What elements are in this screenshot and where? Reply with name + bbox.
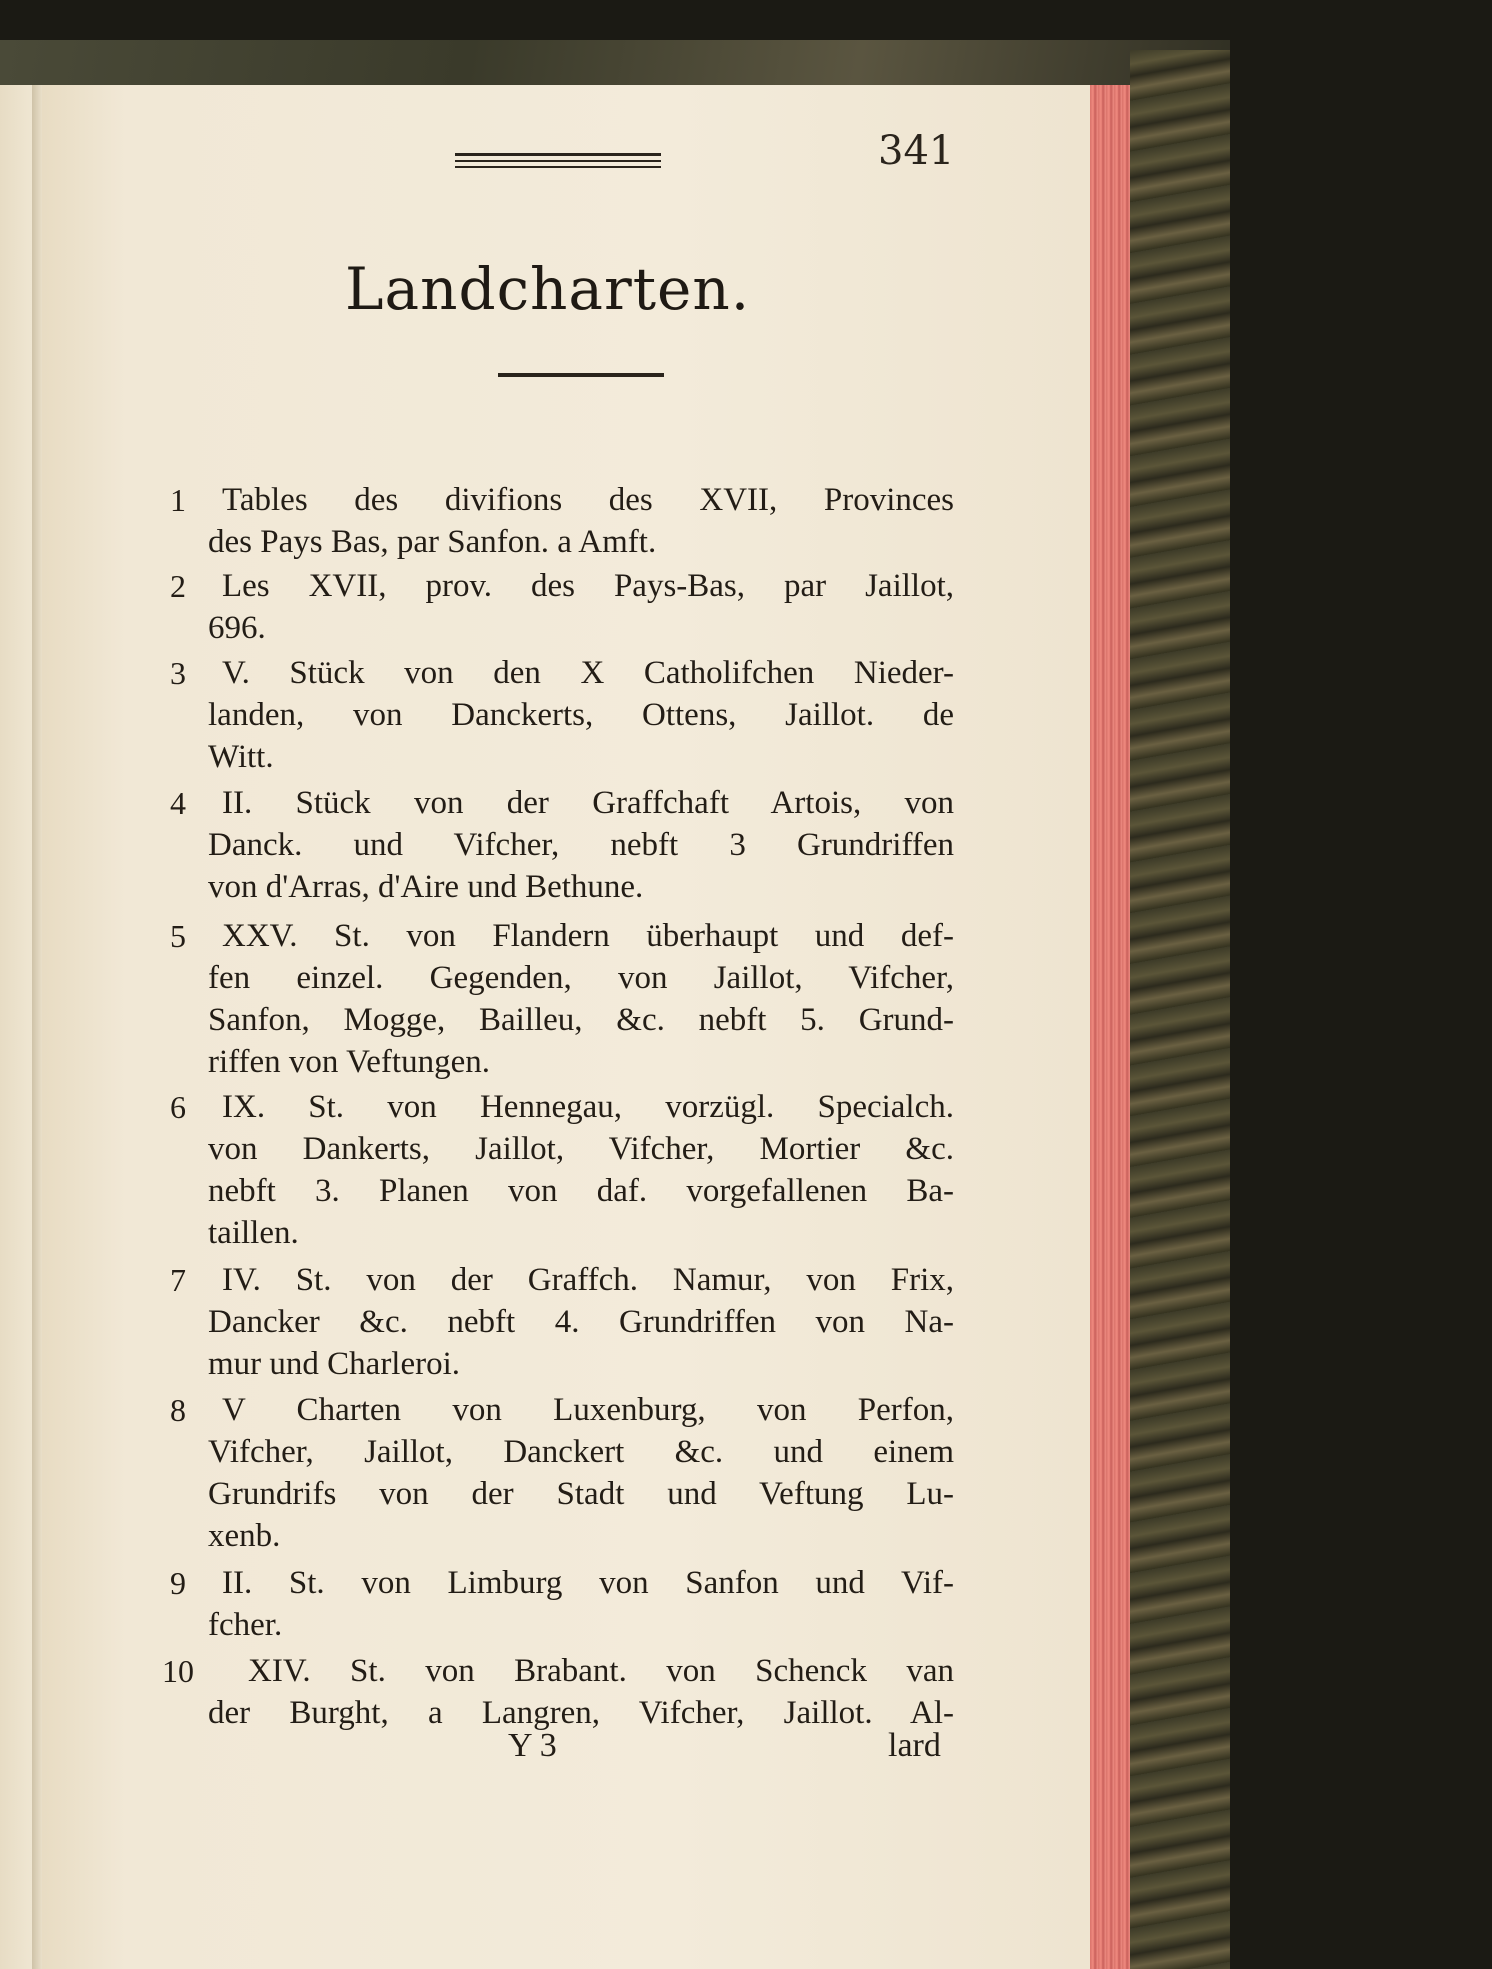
entry-line: von Dankerts, Jaillot, Vifcher, Mortier &c. — [208, 1131, 954, 1167]
entry-number: 10 — [162, 1653, 194, 1689]
entry-line: IV. St. von der Graffch. Namur, von Frix, — [222, 1262, 954, 1298]
entry-line: Witt. — [208, 739, 274, 775]
entry-line: von d'Arras, d'Aire und Bethune. — [208, 869, 644, 905]
entry-line: Vifcher, Jaillot, Danckert &c. und einem — [208, 1434, 954, 1470]
catchword: lard — [888, 1727, 941, 1764]
entry-line: Danck. und Vifcher, nebft 3 Grundriffen — [208, 827, 954, 863]
entry-line: II. Stück von der Graffchaft Artois, von — [222, 785, 954, 821]
entry-line: II. St. von Limburg von Sanfon und Vif- — [222, 1565, 954, 1601]
entry-line: 696. — [208, 610, 266, 646]
title-rule — [498, 373, 664, 377]
page-number: 341 — [878, 128, 955, 174]
entry-line: fcher. — [208, 1607, 283, 1643]
marbled-cover-edge — [1130, 50, 1230, 1969]
entry-line: mur und Charleroi. — [208, 1346, 461, 1382]
header-rule — [455, 153, 661, 156]
entry-line: V. Stück von den X Catholifchen Nieder- — [222, 655, 954, 691]
entry-line: V Charten von Luxenburg, von Perfon, — [222, 1392, 954, 1428]
entry-line: riffen von Veftungen. — [208, 1044, 490, 1080]
header-rule — [455, 166, 661, 168]
entry-line: fen einzel. Gegenden, von Jaillot, Vifcher, — [208, 960, 954, 996]
entry-line: Dancker &c. nebft 4. Grundriffen von Na- — [208, 1304, 954, 1340]
entry-number: 7 — [170, 1262, 186, 1298]
entry-number: 4 — [170, 785, 186, 821]
entry-line: IX. St. von Hennegau, vorzügl. Specialch. — [222, 1089, 954, 1125]
entry-line: nebft 3. Planen von daf. vorgefallenen Ba- — [208, 1173, 954, 1209]
entry-line: des Pays Bas, par Sanfon. a Amft. — [208, 524, 657, 560]
red-page-edges — [1090, 85, 1130, 1969]
header-rule — [455, 160, 661, 162]
entry-number: 1 — [170, 482, 186, 518]
entry-line: landen, von Danckerts, Ottens, Jaillot. de — [208, 697, 954, 733]
entry-line: Sanfon, Mogge, Bailleu, &c. nebft 5. Grund- — [208, 1002, 954, 1038]
signature-mark: Y 3 — [508, 1727, 557, 1764]
facing-page-edge — [0, 85, 32, 1969]
book-gutter — [32, 85, 42, 1969]
entry-number: 3 — [170, 655, 186, 691]
entry-number: 9 — [170, 1565, 186, 1601]
entry-line: taillen. — [208, 1215, 299, 1251]
entry-number: 6 — [170, 1089, 186, 1125]
entry-line: Tables des divifions des XVII, Provinces — [222, 482, 954, 518]
entry-line: Les XVII, prov. des Pays-Bas, par Jaillot, — [222, 568, 954, 604]
entry-line: xenb. — [208, 1518, 281, 1554]
entry-line: XXV. St. von Flandern überhaupt und def- — [222, 918, 954, 954]
entry-line: XIV. St. von Brabant. von Schenck van — [248, 1653, 954, 1689]
entry-line: der Burght, a Langren, Vifcher, Jaillot. Al- — [208, 1695, 954, 1731]
entry-number: 5 — [170, 918, 186, 954]
entry-number: 8 — [170, 1392, 186, 1428]
entry-line: Grundrifs von der Stadt und Veftung Lu- — [208, 1476, 954, 1512]
entry-number: 2 — [170, 568, 186, 604]
page-title: Landcharten. — [345, 255, 751, 323]
